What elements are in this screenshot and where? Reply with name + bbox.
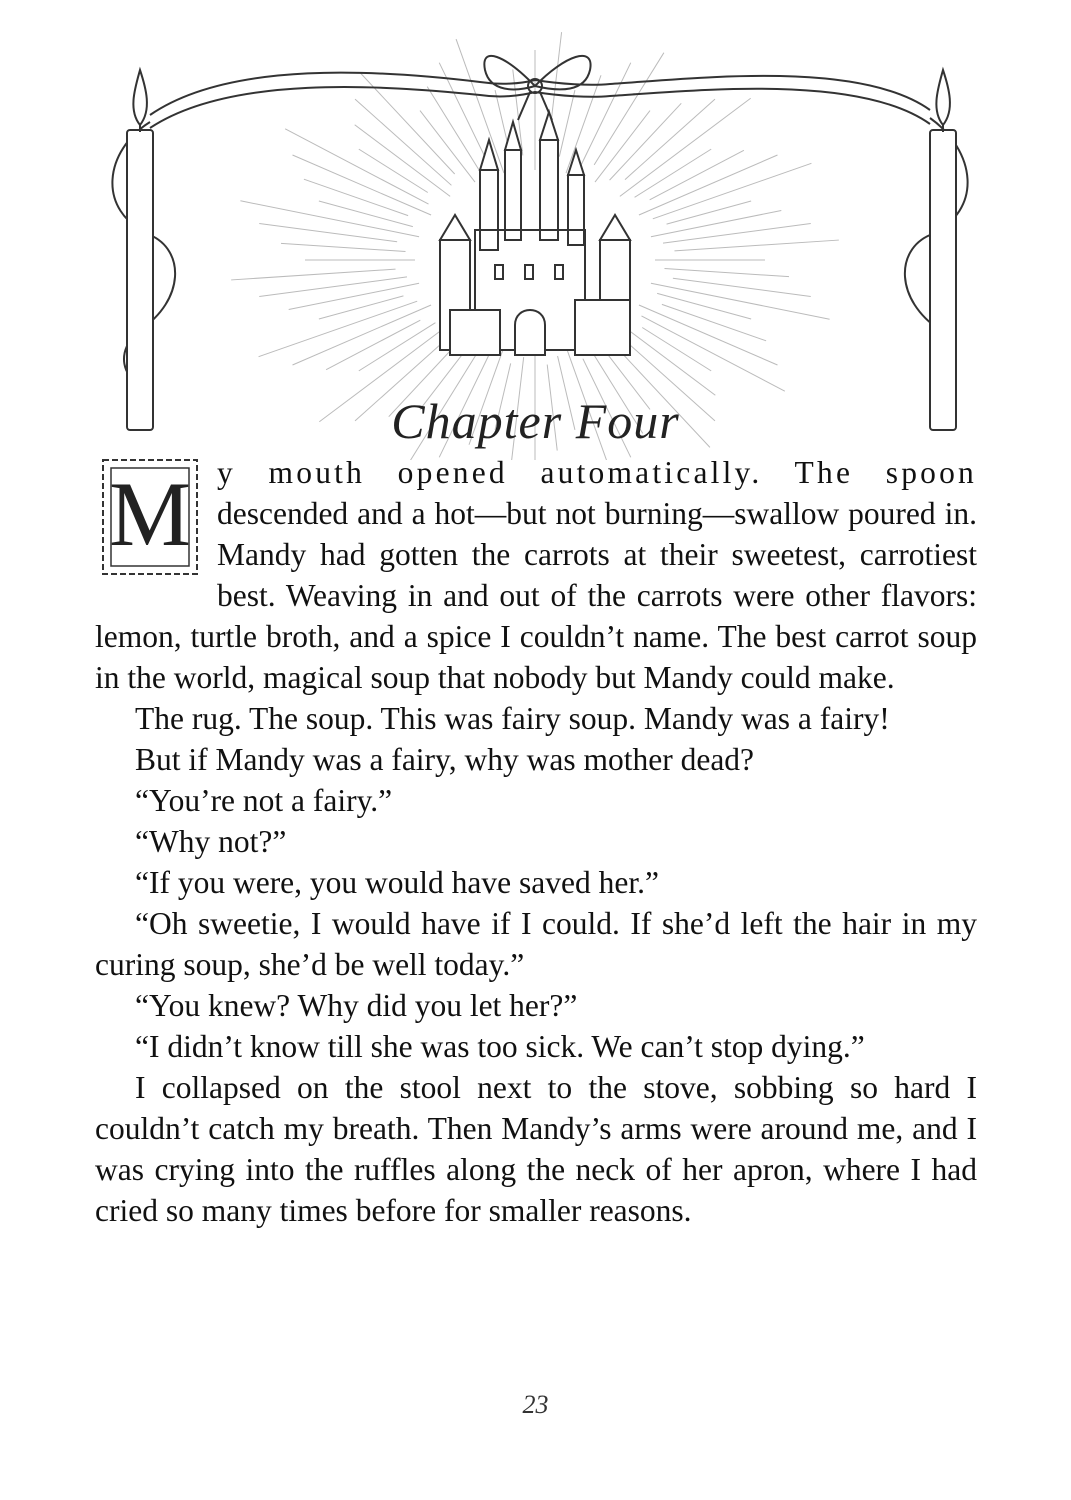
right-candle-icon [930, 70, 956, 430]
paragraph-9: “I didn’t know till she was too sick. We can’t stop dying.” [135, 1029, 865, 1064]
drop-cap-letter: M [109, 463, 191, 565]
chapter-text [95, 452, 977, 1231]
drop-cap [99, 456, 201, 578]
paragraph-5: “Why not?” [135, 824, 287, 859]
paragraph-4: “You’re not a fairy.” [135, 783, 393, 818]
chapter-header-illustration [0, 0, 1071, 460]
paragraph-8: “You knew? Why did you let her?” [135, 988, 578, 1023]
paragraph-6: “If you were, you would have saved her.” [135, 865, 659, 900]
paragraph-3: But if Mandy was a fairy, why was mother dead? [135, 742, 755, 777]
page-number: 23 [522, 1390, 549, 1419]
chapter-title: Chapter Four [391, 393, 680, 449]
paragraph-1 [95, 452, 977, 698]
paragraph-1-first-line: y mouth opened automatically. The spoon [217, 455, 977, 490]
left-candle-icon [127, 70, 153, 430]
paragraph-10: I collapsed on the stool next to the stove, sobbing so hard I couldn’t catch my breath. Then Mandy’s arms were around me, and I was crying into the ruffles along the neck of her apron, where I had cried so many times before for smaller reasons. [95, 1070, 977, 1228]
paragraph-1-rest: descended and a hot—but not burning—swallow poured in. Mandy had gotten the carrots at their sweetest, carrotiest best. Weaving in and out of the carrots were other flavors: lemon, turtle broth, and a spice I couldn’t name. The best carrot soup in the world, magical soup that nobody but Mandy could make. [95, 496, 977, 695]
paragraph-7: “Oh sweetie, I would have if I could. If she’d left the hair in my curing soup, she’d be well today.” [95, 906, 977, 982]
paragraph-2: The rug. The soup. This was fairy soup. Mandy was a fairy! [135, 701, 890, 736]
